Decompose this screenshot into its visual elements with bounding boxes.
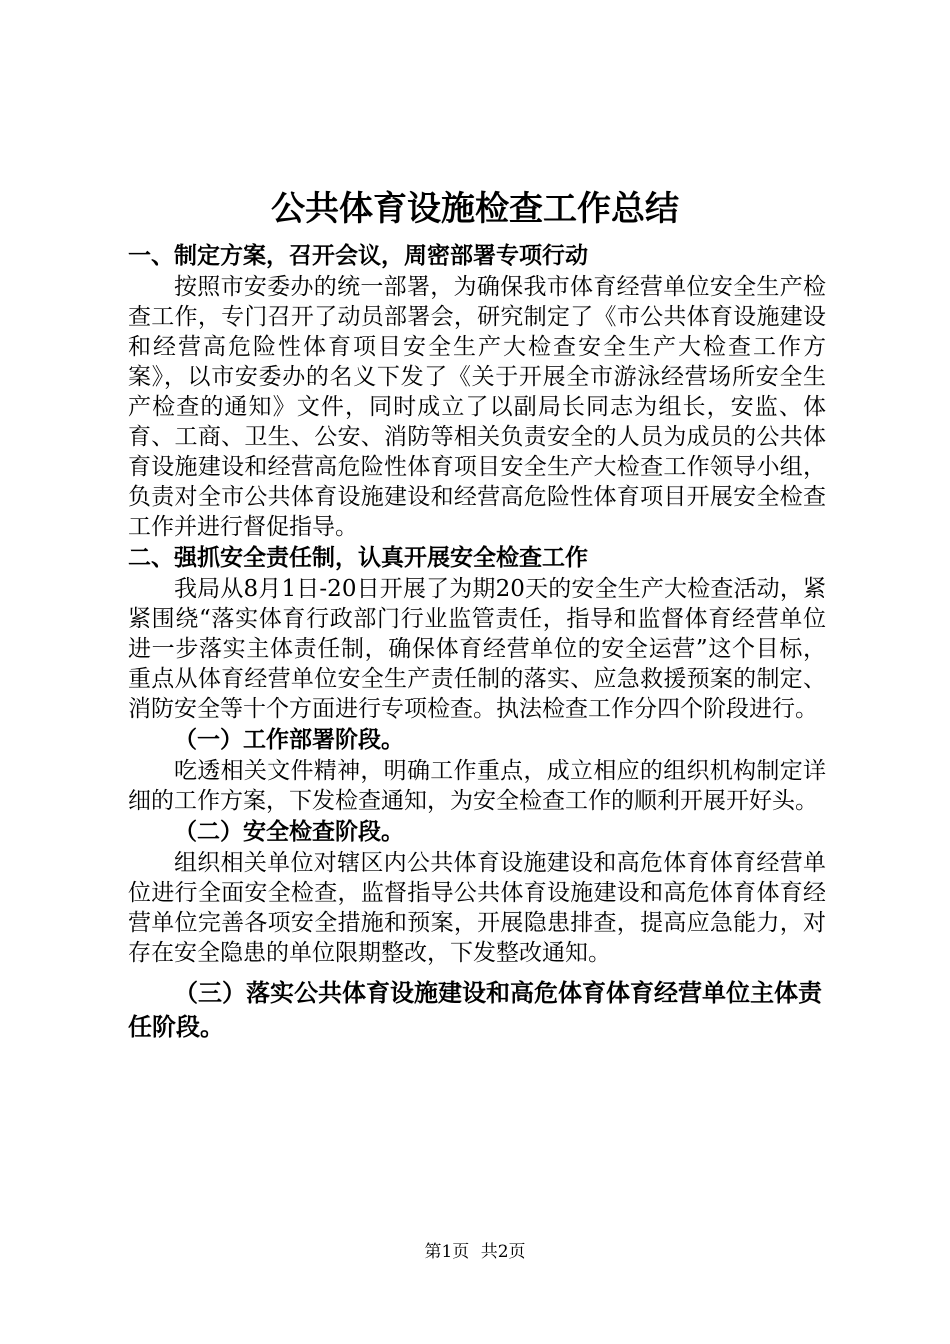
document-body bbox=[128, 240, 826, 1044]
subsection-paragraph-1: 吃透相关文件精神，明确工作重点，成立相应的组织机构制定详细的工作方案，下发检查通知，为安全检查工作的顺利开展开好头。 bbox=[128, 758, 826, 814]
document-title: 公共体育设施检查工作总结 bbox=[271, 189, 679, 229]
subsection-heading-2: （二）安全检查阶段。 bbox=[174, 819, 404, 845]
subsection-heading-1: （一）工作部署阶段。 bbox=[174, 727, 404, 753]
subsection-heading-3: （三）落实公共体育设施建设和高危体育体育经营单位主体责任阶段。 bbox=[128, 979, 822, 1041]
page-footer bbox=[0, 1240, 950, 1264]
page-number: 第1页 bbox=[424, 1242, 470, 1262]
subsection-paragraph-2: 组织相关单位对辖区内公共体育设施建设和高危体育体育经营单位进行全面安全检查，监督指导公共体育设施建设和高危体育体育经营单位完善各项安全措施和预案，开展隐患排查，提高应急能力，对存在安全隐患的单位限期整改，下发整改通知。 bbox=[128, 850, 826, 966]
section-paragraph-1: 按照市安委办的统一部署，为确保我市体育经营单位安全生产检查工作，专门召开了动员部署会，研究制定了《市公共体育设施建设和经营高危险性体育项目安全生产大检查安全生产大检查工作方案》，以市安委办的名义下发了《关于开展全市游泳经营场所安全生产检查的通知》文件，同时成立了以副局长同志为组长，安监、体育、工商、卫生、公安、消防等相关负责安全的人员为成员的公共体育设施建设和经营高危险性体育项目安全生产大检查工作领导小组，负责对全市公共体育设施建设和经营高危险性体育项目开展安全检查工作并进行督促指导。 bbox=[128, 274, 826, 540]
section-heading-1: 一、制定方案，召开会议，周密部署专项行动 bbox=[128, 243, 588, 269]
section-heading-2: 二、强抓安全责任制，认真开展安全检查工作 bbox=[128, 545, 588, 571]
page-total: 共2页 bbox=[480, 1242, 526, 1262]
section-paragraph-2: 我局从8月1日-20日开展了为期20天的安全生产大检查活动，紧紧围绕“落实体育行政部门行业监管责任，指导和监督体育经营单位进一步落实主体责任制，确保体育经营单位的安全运营”这个目标，重点从体育经营单位安全生产责任制的落实、应急救援预案的制定、消防安全等十个方面进行专项检查。执法检查工作分四个阶段进行。 bbox=[128, 576, 826, 722]
